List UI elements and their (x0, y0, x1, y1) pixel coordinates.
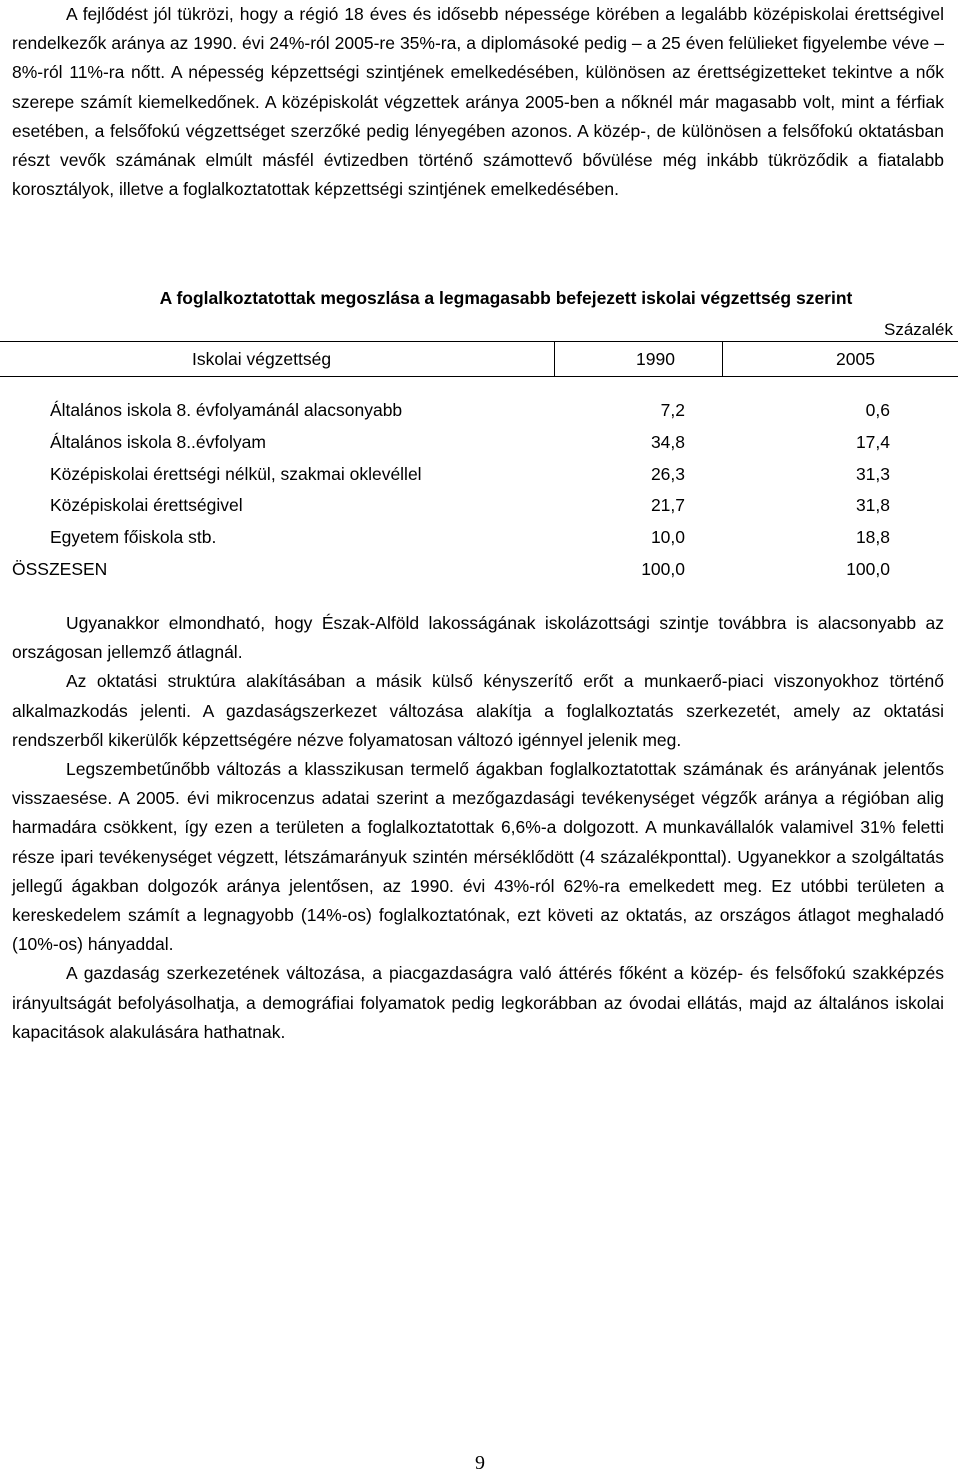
row-value-1990: 10,0 (650, 527, 685, 547)
row-value-1990: 7,2 (660, 400, 685, 420)
table-header (0, 341, 958, 377)
row-value-2005: 100,0 (846, 559, 890, 579)
table-row (50, 493, 890, 517)
intro-paragraph: A fejlődést jól tükrözi, hogy a régió 18 éves és idősebb népessége körében a legalább középiskolai érettségivel rendelkezők aránya az 1990. évi 24%-ról 2005-re 35%-ra, a diplomásoké pedig – a 25 éven felülieket figyelembe véve – 8%-ról 11%-ra nőtt. A népesség képzettségi szintjének emelkedésében, különösen az érettségizetteket tekintve a nők szerepe számít kiemelkedőnek. A középiskolát végzettek aránya 2005-ben a nőknél már magasabb volt, mint a férfiak esetében, a felsőfokú végzettséget szerzőké pedig lényegében azonos. A közép-, de különösen a felsőfokú oktatásban részt vevők számának elmúlt másfél évtizedben történő számottevő bővülése még inkább tükröződik a fiatalabb korosztályok, illetve a foglalkoztatottak képzettségi szintjének emelkedésében. (12, 4, 944, 200)
row-value-2005: 18,8 (855, 527, 890, 547)
header-label: Iskolai végzettség (192, 349, 332, 369)
paragraph: Az oktatási struktúra alakításában a másik külső kényszerítő erőt a munkaerő-piaci viszonyokhoz történő alkalmazkodás jelenti. A gazdaságszerkezet változása alakítja a foglalkoztatás szerkezetét, amely az oktatási rendszerből kikerülők képzettségére nézve folyamatosan változó igénnyel jelenik meg. (12, 671, 944, 750)
row-label: ÖSSZESEN (12, 559, 108, 579)
paragraph: A gazdaság szerkezetének változása, a piacgazdaságra való áttérés főként a közép- és felsőfokú szakképzés irányultságát befolyásolhatja, a demográfiai folyamatok pedig legkorábban az óvodai ellátás, majd az általános iskolai kapacitások alakulására hathatnak. (12, 963, 944, 1042)
header-divider (554, 342, 555, 376)
row-label: Általános iskola 8. évfolyamánál alacsonyabb (50, 400, 403, 420)
table-row (50, 398, 890, 422)
row-value-2005: 0,6 (865, 400, 890, 420)
paragraph: Ugyanakkor elmondható, hogy Észak-Alföld lakosságának iskolázottsági szintje továbbra is alacsonyabb az országosan jellemző átlagnál. (12, 613, 944, 663)
row-label: Középiskolai érettségivel (50, 495, 243, 515)
table-row-total (12, 557, 890, 581)
table-row (50, 525, 890, 549)
header-divider (722, 342, 723, 376)
table-row (50, 462, 890, 486)
row-value-1990: 34,8 (650, 432, 685, 452)
page-number: 9 (475, 1452, 485, 1474)
header-2005: 2005 (836, 349, 875, 369)
row-label: Általános iskola 8..évfolyam (50, 432, 266, 452)
body-text (12, 609, 944, 1047)
row-value-1990: 21,7 (650, 495, 685, 515)
header-1990: 1990 (636, 349, 675, 369)
paragraph: Legszembetűnőbb változás a klasszikusan termelő ágakban foglalkoztatottak számának és arányának jelentős visszaesése. A 2005. évi mikrocenzus adatai szerint a mezőgazdasági tevékenységet végzők aránya a régióban alig harmadára csökkent, így ezen a területen a foglalkoztatottak 6,6%-a dolgozott. A munkavállalók valamivel 31% feletti része ipari tevékenységet végzett, létszámarányuk szintén mérséklődött (4 százalékponttal). Ugyanekkor a szolgáltatás jellegű ágakban dolgozók aránya jelentősen, az 1990. évi 43%-ról 62%-ra emelkedett meg. Ez utóbbi területen a kereskedelem számít a legnagyobb (14%-os) foglalkoztatónak, ezt követi az oktatás, az országos átlagot meghaladó (10%-os) hányaddal. (12, 759, 944, 955)
row-label: Egyetem főiskola stb. (50, 527, 217, 547)
row-value-2005: 31,3 (855, 464, 890, 484)
row-value-2005: 31,8 (855, 495, 890, 515)
table-row (50, 430, 890, 454)
row-label: Középiskolai érettségi nélkül, szakmai oklevéllel (50, 464, 422, 484)
table-unit: Százalék (884, 320, 953, 339)
row-value-1990: 26,3 (650, 464, 685, 484)
table-caption: A foglalkoztatottak megoszlása a legmagasabb befejezett iskolai végzettség szerint (159, 288, 853, 308)
row-value-2005: 17,4 (855, 432, 890, 452)
row-value-1990: 100,0 (641, 559, 685, 579)
